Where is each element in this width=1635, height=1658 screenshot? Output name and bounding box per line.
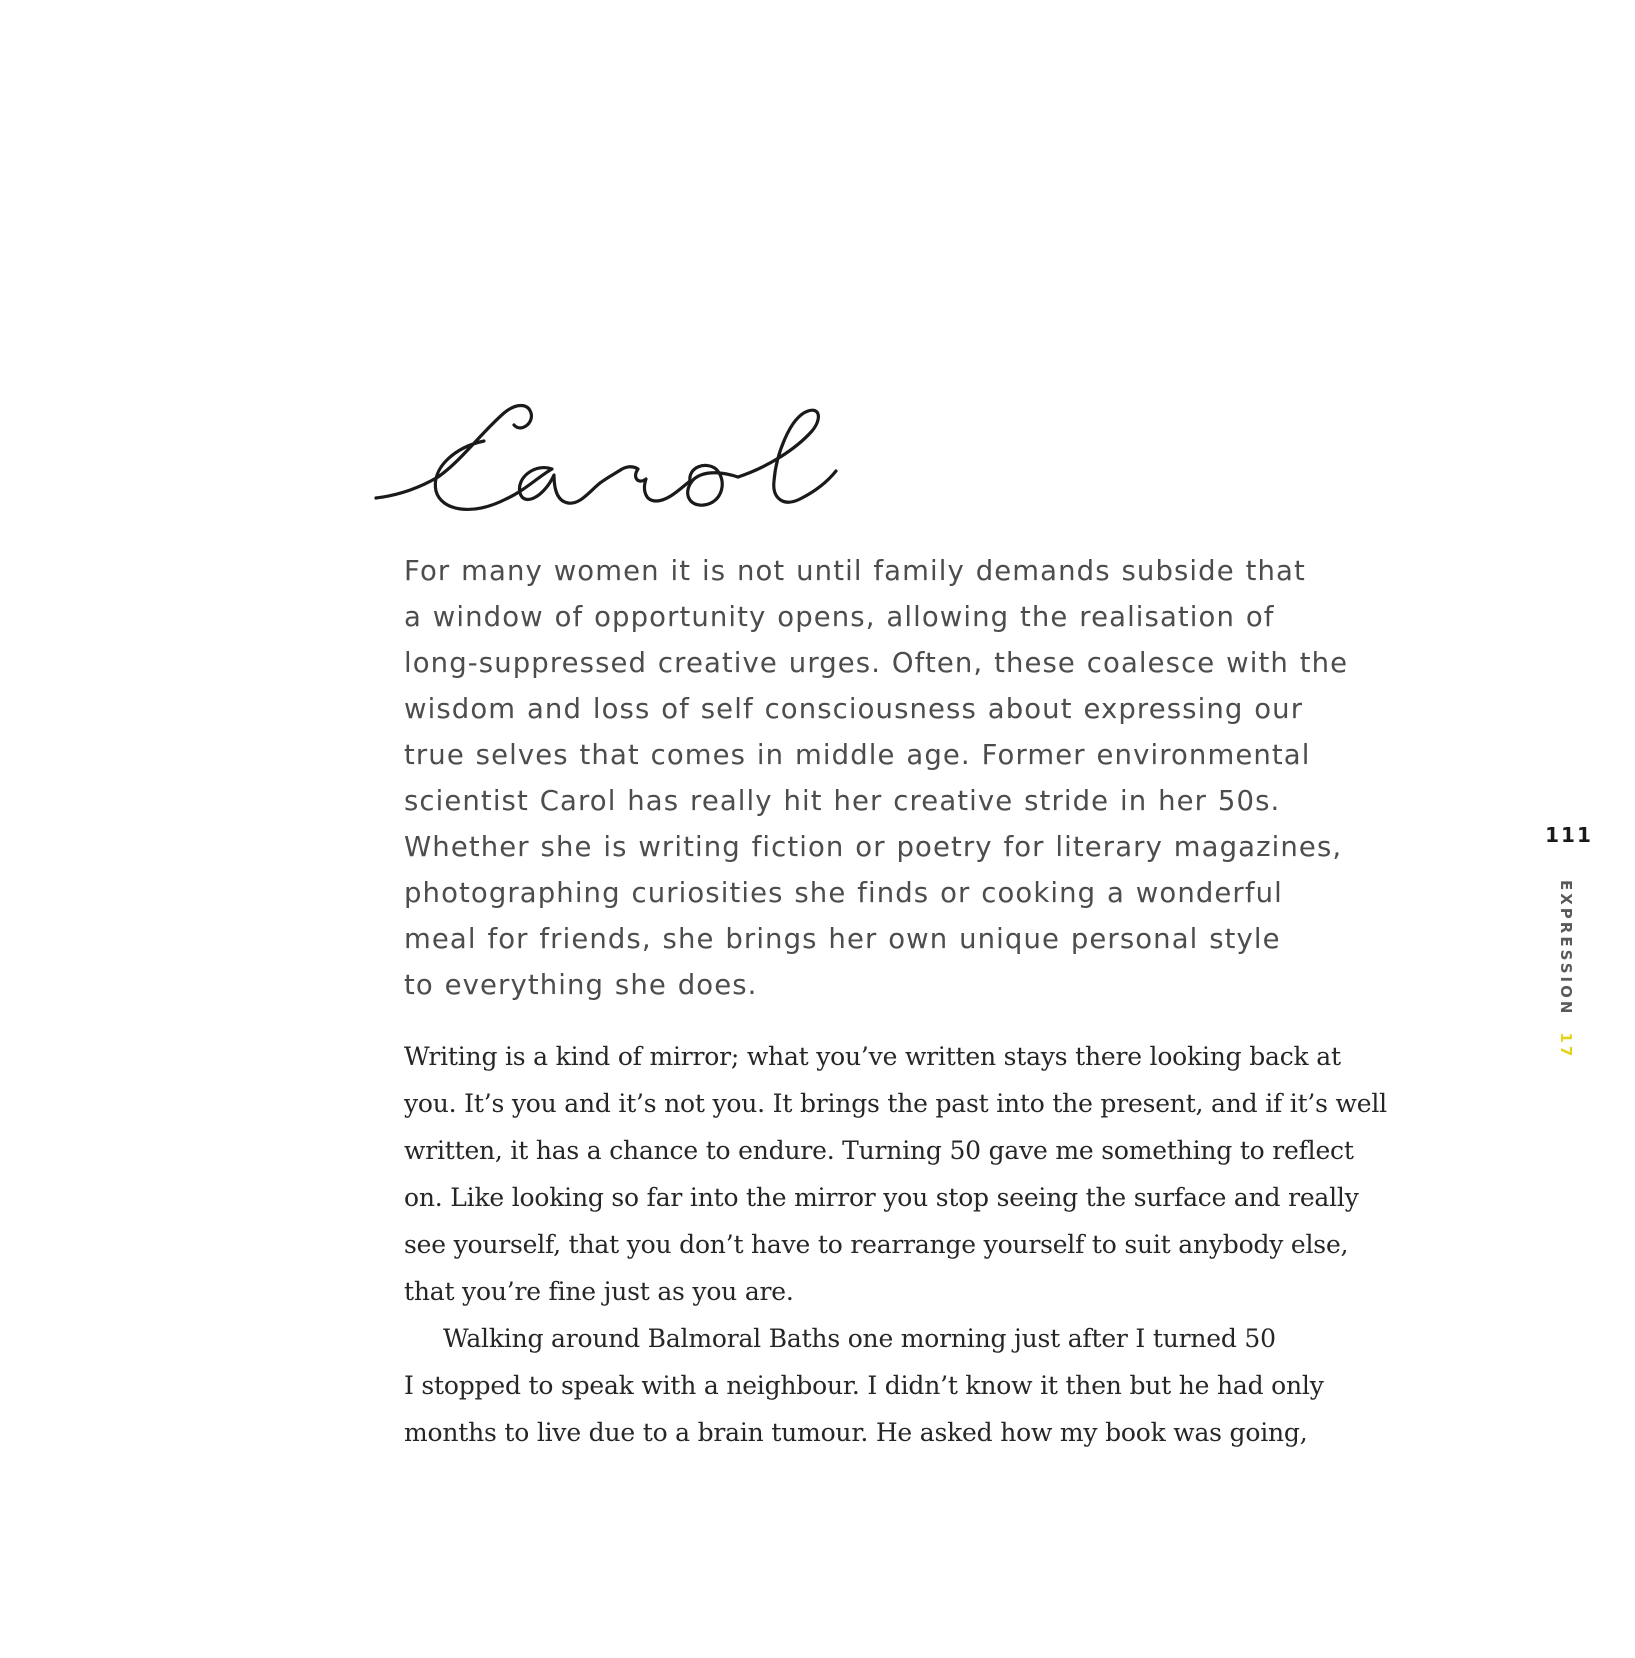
intro-line: meal for friends, she brings her own unique personal style — [404, 923, 1281, 955]
intro-line: true selves that comes in middle age. Former environmental — [404, 739, 1311, 771]
section-label: EXPRESSION — [1557, 880, 1575, 1017]
body-line: Walking around Balmoral Baths one morning just after I turned 50 — [443, 1324, 1276, 1353]
title-script-letter-a — [506, 468, 600, 504]
body-line: on. Like looking so far into the mirror you stop seeing the surface and really — [404, 1183, 1359, 1212]
intro-paragraph — [404, 548, 1349, 1008]
body-line: Writing is a kind of mirror; what you’ve written stays there looking back at — [404, 1042, 1341, 1071]
section-tab-text — [1557, 880, 1575, 1059]
intro-line: long-suppressed creative urges. Often, these coalesce with the — [404, 647, 1349, 679]
title-script-drawing — [376, 395, 856, 535]
intro-line: For many women it is not until family demands subside that — [404, 555, 1306, 587]
page-number: 111 — [1545, 823, 1593, 847]
body-line: months to live due to a brain tumour. He asked how my book was going, — [404, 1418, 1308, 1447]
body-line: that you’re fine just as you are. — [404, 1277, 794, 1306]
section-tab — [1551, 880, 1581, 1060]
intro-line: a window of opportunity opens, allowing the realisation of — [404, 601, 1275, 633]
intro-line: photographing curiosities she finds or cooking a wonderful — [404, 877, 1283, 909]
intro-line: wisdom and loss of self consciousness about expressing our — [404, 693, 1304, 725]
title-script-letter-o — [688, 465, 738, 505]
intro-line: scientist Carol has really hit her creative stride in her 50s. — [404, 785, 1281, 817]
body-line: you. It’s you and it’s not you. It brings the past into the present, and if it’s well — [404, 1089, 1387, 1118]
title-script-letter-r — [600, 467, 690, 501]
body-line: I stopped to speak with a neighbour. I didn’t know it then but he had only — [404, 1371, 1324, 1400]
body-text — [404, 1033, 1387, 1456]
intro-line: Whether she is writing fiction or poetry for literary magazines, — [404, 831, 1343, 863]
title-script-letter-l — [738, 410, 836, 502]
intro-line: to everything she does. — [404, 969, 758, 1001]
title-script-letter-c — [376, 406, 531, 510]
body-line: written, it has a chance to endure. Turning 50 gave me something to reflect — [404, 1136, 1354, 1165]
title-script — [376, 395, 856, 535]
chapter-number: 17 — [1557, 1032, 1575, 1060]
body-line: see yourself, that you don’t have to rearrange yourself to suit anybody else, — [404, 1230, 1349, 1259]
